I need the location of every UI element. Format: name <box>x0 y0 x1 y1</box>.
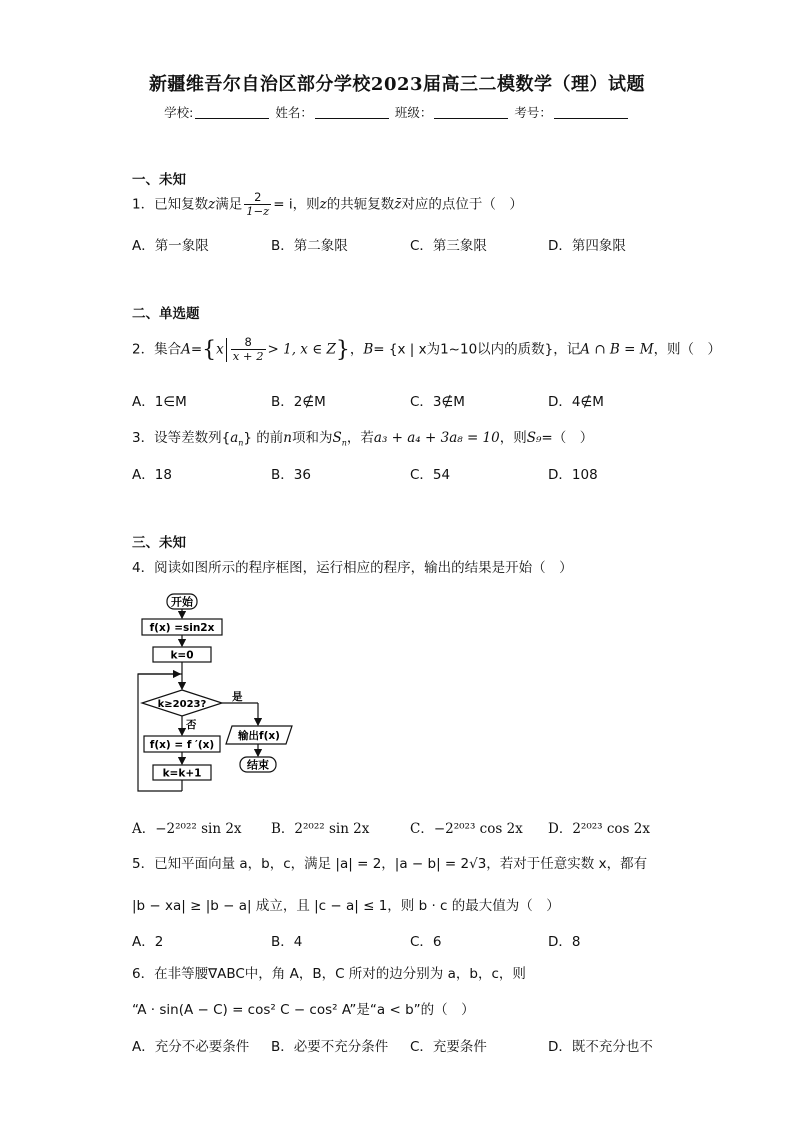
q6-option-c[interactable]: C．充要条件 <box>410 1039 487 1055</box>
q2-frac-den: x + 2 <box>232 349 264 363</box>
q2-ask: ，则（ ） <box>653 341 722 358</box>
exam-no-blank <box>554 106 628 119</box>
q6-option-d[interactable]: D．既不充分也不 <box>548 1039 653 1055</box>
flow-derive-label: f(x) = f ′(x) <box>149 739 215 751</box>
q3-option-d[interactable]: D．108 <box>548 467 598 483</box>
q1-fraction <box>244 191 271 218</box>
section-heading-3: 三、未知 <box>132 535 186 551</box>
q1-tail1: 的共轭复数 <box>326 196 395 213</box>
question-4: 4．阅读如图所示的程序框图，运行相应的程序，输出的结果是开始（ ） <box>132 560 573 576</box>
flow-assign-label: f(x) =sin2x <box>149 622 215 634</box>
q3-S: S <box>332 430 342 446</box>
q4-option-d[interactable]: D．2²⁰²³ cos 2x <box>548 821 650 837</box>
q3-text-d: ，若 <box>346 430 374 446</box>
flow-decision-label: k≥2023? <box>157 699 207 710</box>
q1-tail2: 对应的点位于（ ） <box>401 196 523 213</box>
q5-option-d[interactable]: D．8 <box>548 934 581 950</box>
q2-prefix: 2．集合 <box>132 341 182 358</box>
q2-tail: ，记 <box>553 341 581 358</box>
question-5-line-2: |b − xa| ≥ |b − a| 成立，且 |c − a| ≤ 1，则 b · c 的最大值为（ ） <box>132 898 560 914</box>
q2-x: x <box>216 341 224 358</box>
q3-S9: S₉ <box>526 430 542 446</box>
q1-frac-num: 2 <box>244 191 271 205</box>
q3-text-b: } 的前 <box>243 430 284 446</box>
q2-frac-num: 8 <box>231 336 266 350</box>
q2-option-b[interactable]: B．2∉M <box>271 394 326 410</box>
q6-option-b[interactable]: B．必要不充分条件 <box>271 1039 389 1055</box>
flow-output-label: 输出f(x) <box>238 730 280 742</box>
q1-option-b[interactable]: B．第二象限 <box>271 238 348 254</box>
q6-option-a[interactable]: A．充分不必要条件 <box>132 1039 250 1055</box>
student-info-line <box>0 103 794 121</box>
q2-option-d[interactable]: D．4∉M <box>548 394 604 410</box>
name-blank <box>315 106 389 119</box>
q2-cond: > 1, x ∈ Z <box>267 341 336 358</box>
q3-expr: a₃ + a₄ + 3a₈ = 10 <box>373 430 500 446</box>
q1-z2: z <box>319 196 327 213</box>
q3-option-c[interactable]: C．54 <box>410 467 451 483</box>
flow-yes-label: 是 <box>232 691 243 703</box>
q2-eq: = <box>190 341 203 358</box>
question-6-line-2: “A · sin(A − C) = cos² C − cos² A”是“a < b”的（ ） <box>132 1002 475 1018</box>
q4-option-b[interactable]: B．2²⁰²² sin 2x <box>271 821 370 837</box>
flowchart-diagram <box>136 590 301 800</box>
q2-B: B <box>363 341 374 358</box>
q1-mid: 满足 <box>215 196 243 213</box>
q3-option-a[interactable]: A．18 <box>132 467 172 483</box>
q2-option-a[interactable]: A．1∈M <box>132 394 187 410</box>
q2-b-set: = {x | x为1~10以内的质数} <box>373 341 554 358</box>
school-label: 学校: <box>164 105 194 120</box>
q1-eq: = i，则 <box>273 196 320 213</box>
q2-fraction <box>231 336 266 363</box>
q4-option-a[interactable]: A．−2²⁰²² sin 2x <box>132 821 242 837</box>
q3-an: a <box>230 430 239 446</box>
q1-prefix: 1．已知复数 <box>132 196 209 213</box>
q2-intersection: A ∩ B = M <box>580 341 654 358</box>
name-label: 姓名： <box>275 105 313 120</box>
q5-option-c[interactable]: C．6 <box>410 934 442 950</box>
question-6-line-1: 6．在非等腰∇ABC中，角 A，B，C 所对的边分别为 a，b，c，则 <box>132 966 526 982</box>
class-label: 班级： <box>394 105 433 120</box>
question-1 <box>132 191 523 218</box>
question-5-line-1: 5．已知平面向量 a，b，c，满足 |a| = 2，|a − b| = 2√3，若对于任意实数 x，都有 <box>132 856 648 872</box>
q3-option-b[interactable]: B．36 <box>271 467 311 483</box>
q1-option-c[interactable]: C．第三象限 <box>410 238 487 254</box>
q4-option-c[interactable]: C．−2²⁰²³ cos 2x <box>410 821 523 837</box>
q2-vbar <box>226 338 227 362</box>
page-title: 新疆维吾尔自治区部分学校2023届高三二模数学（理）试题 <box>148 74 646 95</box>
q1-zbar: z̄ <box>394 196 402 213</box>
flow-start-label: 开始 <box>171 595 193 609</box>
q3-text-e: ，则 <box>499 430 527 446</box>
flow-no-label: 否 <box>186 719 197 731</box>
question-3: 3．设等差数列$\{a_n\}$ 的前n项和为$S_n$，若a₃ + a₄ + 3a₈ = 10，则S₉=（ ） <box>132 430 594 448</box>
q2-option-c[interactable]: C．3∉M <box>410 394 465 410</box>
exam-no-label: 考号： <box>514 105 552 120</box>
q2-brace-left: { <box>202 337 217 363</box>
q3-n: n <box>283 430 292 446</box>
q1-option-a[interactable]: A．第一象限 <box>132 238 209 254</box>
section-heading-2: 二、单选题 <box>132 306 200 322</box>
q3-text-a: 3．设等差数列{ <box>132 430 231 446</box>
q1-option-d[interactable]: D．第四象限 <box>548 238 626 254</box>
flow-init-label: k=0 <box>170 649 194 662</box>
q5-option-a[interactable]: A．2 <box>132 934 164 950</box>
section-heading-1: 一、未知 <box>132 172 186 188</box>
q3-text-f: =（ ） <box>541 430 594 446</box>
flow-end-label: 结束 <box>247 758 269 772</box>
class-blank <box>434 106 508 119</box>
q2-comma: ， <box>349 341 364 358</box>
question-2 <box>132 336 721 363</box>
q2-brace-right: } <box>335 337 350 363</box>
q5-option-b[interactable]: B．4 <box>271 934 303 950</box>
school-blank <box>195 106 269 119</box>
flow-increment-label: k=k+1 <box>162 767 202 780</box>
q2-A: A <box>181 341 191 358</box>
q3-text-c: 项和为 <box>292 430 333 446</box>
q1-z: z <box>208 196 216 213</box>
q1-frac-den: 1−z <box>246 204 270 218</box>
